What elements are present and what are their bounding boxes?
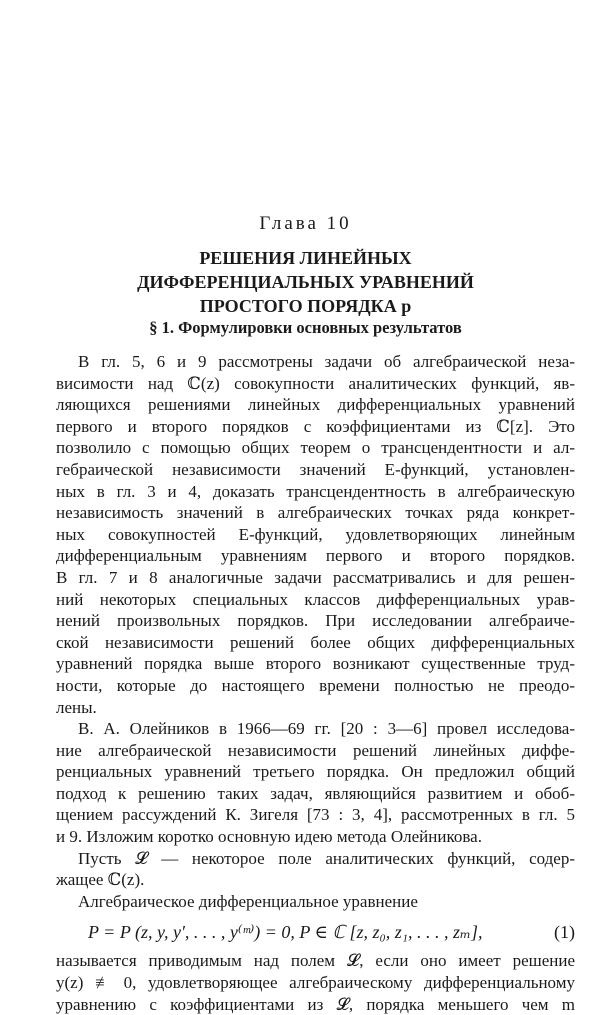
text-line: y(z) ≢ 0, удовлетворяющее алгебраическому дифференциальному [56,973,575,993]
chapter-label: Глава 10 [259,213,352,234]
text-line: нений произвольных порядков. При исследовании алгебраиче- [56,611,575,631]
text-line: В гл. 7 и 8 аналогичные задачи рассматривались и для решен- [56,567,575,587]
text-line: В гл. 5, 6 и 9 рассмотрены задачи об алгебраической неза- [78,352,575,371]
body-text [56,351,575,1015]
equation-number: (1) [554,922,575,943]
text-line: ляющихся решениями линейных дифференциальных уравнений [56,395,575,415]
chapter-title-line: ПРОСТОГО ПОРЯДКА р [199,296,412,316]
text-line: щением рассуждений К. Зигеля [73 : 3, 4], рассмотренных в гл. 5 [56,805,575,825]
text-line: гебраической независимости значений Е-функций, установлен- [56,459,575,479]
chapter-title-line: ДИФФЕРЕНЦИАЛЬНЫХ УРАВНЕНИЙ [137,272,474,292]
text-line: называется приводимым над полем 𝓛, если оно имеет решение [56,951,575,971]
text-line: В. А. Олейников в 1966—69 гг. [20 : 3—6] провел исследова- [78,719,575,739]
text-line: подход к решению таких задач, являющийся развитием и обоб- [56,783,575,803]
text-line: первого и второго порядков с коэффициентами из ℂ[z]. Это [56,416,575,436]
paragraph-5 [56,950,575,1015]
text-line: ных в гл. 3 и 4, доказать трансцендентность в алгебраическую [56,481,575,501]
section-heading: § 1. Формулировки основных результатов [149,318,462,337]
paragraph-3 [56,848,575,891]
text-line: независимость значений в алгебраических точках ряда конкрет- [56,503,575,523]
text-line: ние алгебраической независимости решений линейных диффе- [56,740,575,760]
text-line: Алгебраическое дифференциальное уравнение [78,891,418,911]
text-line: Пусть 𝓛 — некоторое поле аналитических функций, содер- [78,848,575,868]
text-line: ных совокупностей Е-функций, удовлетворяющих линейным [56,524,575,544]
chapter-title-line: РЕШЕНИЯ ЛИНЕЙНЫХ [199,248,412,268]
text-line: позволило с помощью общих теорем о трансцендентности и ал- [56,438,575,458]
text-line: и 9. Изложим коротко основную идею метода Олейникова. [56,827,482,847]
text-line: ской независимости решений более общих дифференциальных [56,632,575,652]
text-line: жащее ℂ(z). [56,870,145,890]
text-line: ренциальных уравнений третьего порядка. Он предложил общий [56,762,575,782]
equation-row [56,914,575,950]
paragraph-4 [56,891,575,913]
text-line: висимости над ℂ(z) совокупности аналитических функций, яв- [56,373,575,393]
equation: P = P (z, y, y′, . . . , y⁽ᵐ⁾) = 0, P ∈ ℂ [z, z₀, z₁, . . . , zₘ], [88,922,483,943]
chapter-title [0,246,611,318]
text-line: ности, которые до настоящего времени полностью не преодо- [56,675,575,695]
text-line: уравнений порядка выше второго возникают существенные труд- [56,654,575,674]
paragraph-2 [56,718,575,848]
text-line: ний некоторых специальных классов дифференциальных урав- [56,589,575,609]
text-line: лены. [56,697,97,717]
text-line: уравнению с коэффициентами из 𝓛, порядка меньшего чем m [56,994,575,1014]
paragraph-1 [56,351,575,718]
text-line: дифференциальным уравнениям первого и второго порядков. [56,546,575,566]
